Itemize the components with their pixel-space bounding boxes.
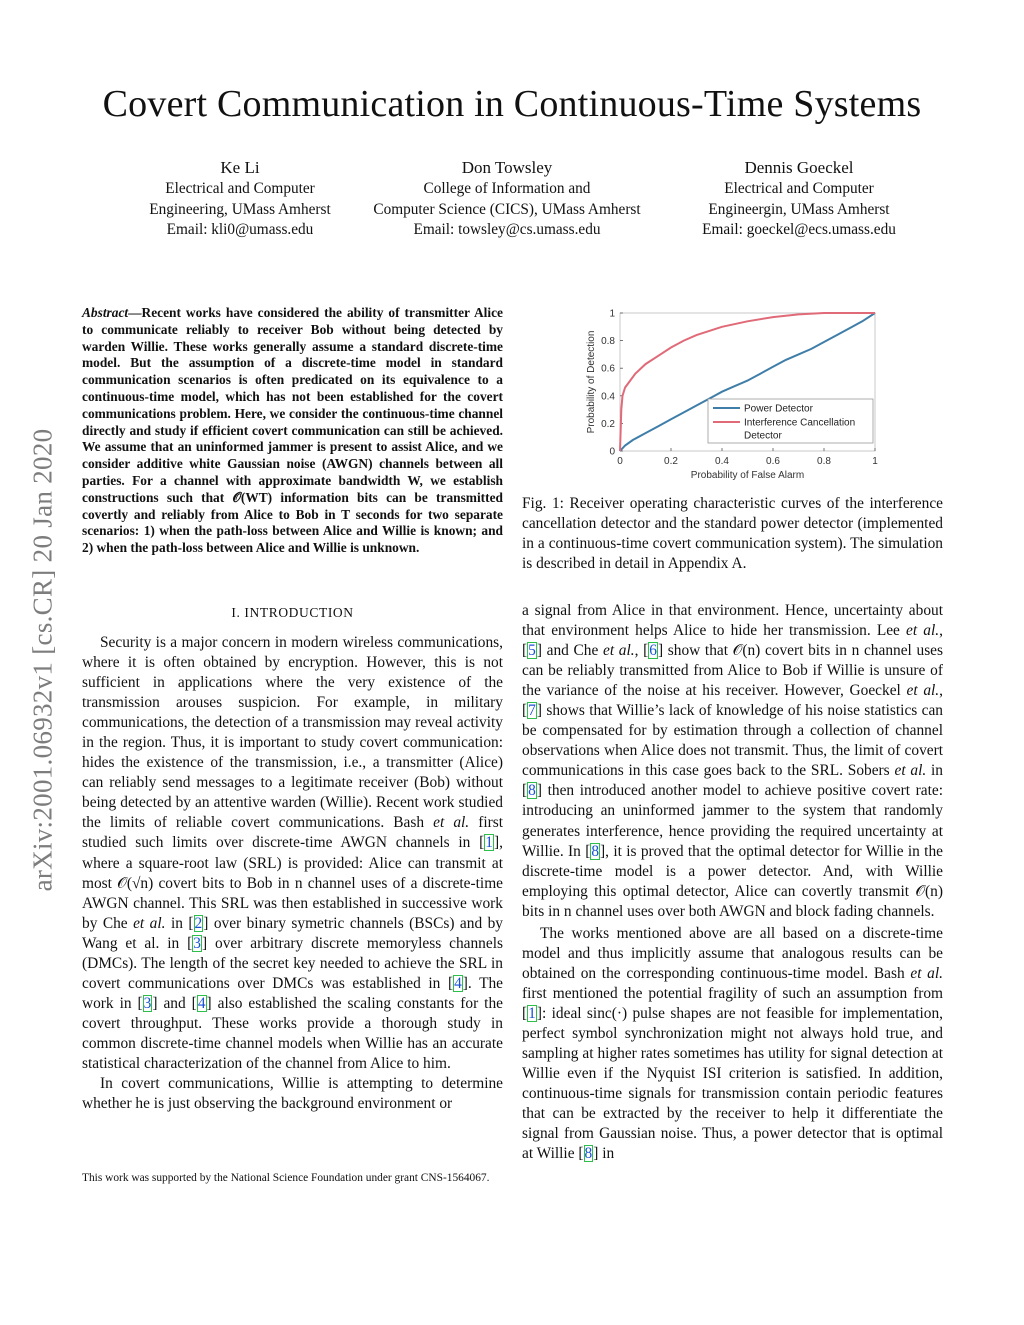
arxiv-identifier: arXiv:2001.06932v1 [cs.CR] 20 Jan 2020: [27, 428, 58, 892]
x-tick-label: 0.4: [715, 456, 729, 467]
y-tick-label: 0.4: [601, 391, 615, 403]
author-email: Email: goeckel@ecs.umass.edu: [702, 221, 896, 238]
text-run: et al.: [133, 914, 166, 932]
x-tick-label: 0.8: [817, 456, 831, 467]
x-tick-label: 0.2: [664, 456, 678, 467]
author-affiliation: Electrical and Computer: [724, 180, 874, 197]
citation-link[interactable]: 6: [649, 642, 657, 660]
citation-link[interactable]: 1: [528, 1004, 536, 1022]
citation-link[interactable]: 8: [591, 842, 600, 860]
y-axis-label: Probability of Detection: [586, 330, 597, 434]
x-tick-label: 0: [617, 456, 623, 467]
y-tick-label: 0.6: [601, 363, 615, 375]
section-heading-introduction: I. INTRODUCTION: [231, 605, 354, 620]
text-run: and: [157, 994, 192, 1012]
paper-title: Covert Communication in Continuous-Time Systems: [102, 83, 922, 125]
author-name: Ke Li: [220, 158, 260, 177]
legend-label-ic-line2: Detector: [744, 430, 782, 442]
citation-link[interactable]: 8: [528, 782, 536, 800]
abstract-lead: Abstract: [82, 305, 129, 320]
text-run: shows that Willie’s lack of knowledge of his noise statistics can be compensated for by estimation through a collection of channel observations when Alice does not transmit. Thus, the limit of covert communications in this case goes back to the SRL. Sobers: [522, 702, 943, 780]
author-affiliation: Computer Science (CICS), UMass Amherst: [373, 200, 641, 218]
author-name: Dennis Goeckel: [744, 158, 854, 177]
text-run: and Che: [541, 642, 603, 660]
y-tick-label: 0.2: [601, 418, 615, 430]
text-run: Security is a major concern in modern wireless communications, where it is often obtained by encryption. However, this is not sufficient in applications where the very existence of the transmission arouses suspicion. For example, in military communications, the detection of a transmission may reveal activity in the region. Thus, it is important to study covert communication: hides the existence of the transmission, i.e., a transmitter (Alice) can reliably send messages to a legitimate receiver (Bob) without being detected by an attentive warden (Willie). Recent work studied the limits of reliable covert communications. Bash: [82, 634, 503, 832]
author-2: [347, 156, 667, 241]
text-run: show that 𝒪(n) covert bits in n channel uses can be reliably transmitted from Alice to Bob if Willie is unsure of the variance of the noise at his receiver. However, Goeckel: [522, 642, 943, 700]
footnote: This work was supported by the National Science Foundation under grant CNS-1564067.: [82, 1172, 490, 1184]
text-run: et al.: [433, 814, 470, 832]
text-run: . The work in: [82, 974, 503, 1012]
legend-label-ic-line1: Interference Cancellation: [744, 417, 856, 429]
text-run: et al.: [603, 642, 635, 660]
citation-link[interactable]: 4: [454, 974, 462, 992]
text-run: The works mentioned above are all based on a discrete-time model and thus implicitly assume that analogous results can be obtained on the corresponding continuous-time model. Bash: [522, 924, 943, 982]
right-column-body: [522, 601, 943, 1164]
author-3: [639, 156, 959, 241]
text-run: et al.: [894, 762, 927, 780]
text-run: a signal from Alice in that environment. Hence, uncertainty about that environment helps Alice to hide her transmission. Lee: [522, 602, 943, 640]
paragraph: The works mentioned above are all based on a discrete-time model and thus implicitly assume that analogous results can be obtained on the corresponding continuous-time model. Bash et al. first mentioned the potential fragility of such an assumption from [1]: ideal sinc(·) pulse shapes are not feasible for implementation, perfect symbol synchronization might not always hold true, and sampling at higher rates sometimes has utility for signal detection at Willie even if the Nyquist ISI criterion is satisfied. In addition, continuous-time signals for transmission contain periodic features that can be extracted by the receiver to help it differentiate the signal from Gaussian noise. Thus, a power detector that is optimal at Willie [8] in: [522, 924, 943, 1163]
x-axis-label: Probability of False Alarm: [690, 470, 805, 481]
citation-link[interactable]: 1: [485, 834, 493, 852]
citation-link[interactable]: 7: [528, 702, 536, 720]
citation-link[interactable]: 4: [197, 994, 206, 1012]
roc-chart-svg: [582, 305, 892, 487]
text-run: then introduced another model to achieve positive covert rate: introducing an uninformed jammer to the system that randomly generates interference, hence providing the required uncertainty at Willie. In: [522, 782, 943, 860]
author-email: Email: towsley@cs.umass.edu: [413, 221, 601, 238]
author-affiliation: Electrical and Computer: [165, 180, 315, 197]
citation-link[interactable]: 8: [584, 1145, 593, 1163]
citation-link[interactable]: 3: [143, 994, 152, 1012]
text-run: ,: [939, 622, 943, 640]
left-column-body: [82, 633, 503, 1114]
text-run: et al.: [906, 682, 940, 700]
text-run: et al.: [906, 622, 940, 640]
arxiv-sidebar: [28, 360, 58, 960]
y-tick-label: 0: [609, 446, 615, 458]
paragraph: a signal from Alice in that environment. Hence, uncertainty about that environment helps Alice to hide her transmission. Lee et al., [5] and Che et al., [6] show that 𝒪(n) covert bits in n channel uses can be reliably transmitted from Alice to Bob if Willie is unsure of the variance of the noise at his receiver. However, Goeckel et al., [7] shows that Willie’s lack of knowledge of his noise statistics can be compensated for by estimation through a collection of channel observations when Alice does not transmit. Thus, the limit of covert communications in this case goes back to the SRL. Sobers et al. in [8] then introduced another model to achieve positive covert rate: introducing an uninformed jammer to the system that randomly generates interference, hence providing the required uncertainty at Willie. In [8], it is proved that the optimal detector for Willie in the discrete-time model is a power detector. And, with Willie employing this optimal detector, Alice can covertly transmit 𝒪(n) bits in n channel uses over both AWGN and block fading channels.: [522, 602, 943, 920]
figure-caption: Fig. 1: Receiver operating characteristic curves of the interference cancellation detector and the standard power detector (implemented in a continuous-time covert communication system). The simulation is described in detail in Appendix A.: [522, 495, 943, 573]
abstract: [82, 305, 503, 557]
text-run: ,: [634, 642, 644, 660]
text-run: in: [165, 914, 189, 932]
text-run: over arbitrary discrete memoryless channels (DMCs). The length of the secret key needed to achieve the SRL in covert communications over DMCs was established in: [82, 934, 503, 992]
text-run: in: [926, 762, 943, 780]
citation-link[interactable]: 2: [194, 914, 203, 932]
text-run: , where a square-root law (SRL) is provided: Alice can transmit at most 𝒪(√n) covert bits to Bob in n channel uses of a discrete-time AWGN channel. This SRL was then established in successive work by Che: [82, 834, 503, 932]
citation-link[interactable]: 3: [193, 934, 201, 952]
citation-link[interactable]: 5: [528, 642, 536, 660]
y-tick-label: 0.8: [601, 336, 615, 348]
paragraph: In covert communications, Willie is attempting to determine whether he is just observing the background environment or: [82, 1075, 503, 1113]
text-run: , it is proved that the optimal detector for Willie in the discrete-time model is a power detector. And, with Willie employing this optimal detector, Alice can covertly transmit 𝒪(n) bits in n channel uses over both AWGN and block fading channels.: [522, 842, 943, 920]
text-run: first studied such limits over discrete-time AWGN channels in: [82, 814, 504, 852]
text-run: also established the scaling constants for the covert throughput. These works provide a thorough study in common discrete-time channel models when Willie has an accurate statistical characterization of the channel from Alice to him.: [82, 994, 503, 1072]
text-run: in: [598, 1145, 615, 1163]
x-tick-label: 0.6: [766, 456, 780, 467]
abstract-text: —Recent works have considered the ability of transmitter Alice to communicate reliably to receiver Bob without being detected by warden Willie. These works generally assume a standard discrete-time model. But the assumption of a discrete-time model in standard communication scenarios is often predicated on its equivalence to a continuous-time model, which has not been established for the covert communications problem. Here, we consider the continuous-time channel directly and study if efficient covert communication can still be achieved. We assume that an uninformed jammer is present to assist Alice, and we consider additive white Gaussian noise (AWGN) channels between all parties. For a channel with approximate bandwidth W, we establish constructions such that 𝒪(WT) information bits can be transmitted covertly and reliably from Alice to Bob in T seconds for two separate scenarios: 1) when the path-loss between Alice and Willie is known; and 2) when the path-loss between Alice and Willie is unknown.: [82, 305, 503, 556]
author-name: Don Towsley: [461, 158, 553, 177]
paragraph: Security is a major concern in modern wireless communications, where it is often obtained by encryption. However, this is not sufficient in applications where the very existence of the transmission arouses suspicion. For example, in military communications, the detection of a transmission may reveal activity in the region. Thus, it is important to study covert communication: hides the existence of the transmission, i.e., a transmitter (Alice) can reliably send messages to a legitimate receiver (Bob) without being detected by an attentive warden (Willie). Recent work studied the limits of reliable covert communications. Bash et al. first studied such limits over discrete-time AWGN channels in [1], where a square-root law (SRL) is provided: Alice can transmit at most 𝒪(√n) covert bits to Bob in n channel uses of a discrete-time AWGN channel. This SRL was then established in successive work by Che et al. in [2] over binary symetric channels (BSCs) and by Wang et al. in [3] over arbitrary discrete memoryless channels (DMCs). The length of the secret key needed to achieve the SRL in covert communications over DMCs was established in [4]. The work in [3] and [4] also established the scaling constants for the covert throughput. These works provide a thorough study in common discrete-time channel models when Willie has an accurate statistical characterization of the channel from Alice to him.: [82, 634, 504, 1072]
text-run: : ideal sinc(·) pulse shapes are not feasible for implementation, perfect symbol synchronization might not always hold true, and sampling at higher rates sometimes has utility for signal detection at Willie even if the Nyquist ISI criterion is satisfied. In addition, continuous-time signals for transmission contain periodic features that can be extracted by the receiver to help it differentiate the signal from Gaussian noise. Thus, a power detector that is optimal at Willie: [522, 1004, 943, 1163]
y-tick-label: 1: [609, 308, 615, 320]
text-run: over binary symetric channels (BSCs) and by Wang et al. in: [82, 914, 503, 952]
author-affiliation: College of Information and: [423, 180, 591, 197]
text-run: et al.: [910, 964, 943, 982]
roc-chart: [582, 305, 892, 487]
author-email: Email: kli0@umass.edu: [166, 221, 314, 238]
x-tick-label: 1: [872, 456, 878, 467]
legend-label-power: Power Detector: [744, 403, 813, 415]
author-affiliation: Engineering, UMass Amherst: [149, 200, 331, 218]
text-run: first mentioned the potential fragility of such an assumption from: [522, 984, 943, 1002]
text-run: ,: [939, 682, 943, 700]
author-affiliation: Engineergin, UMass Amherst: [708, 200, 890, 218]
